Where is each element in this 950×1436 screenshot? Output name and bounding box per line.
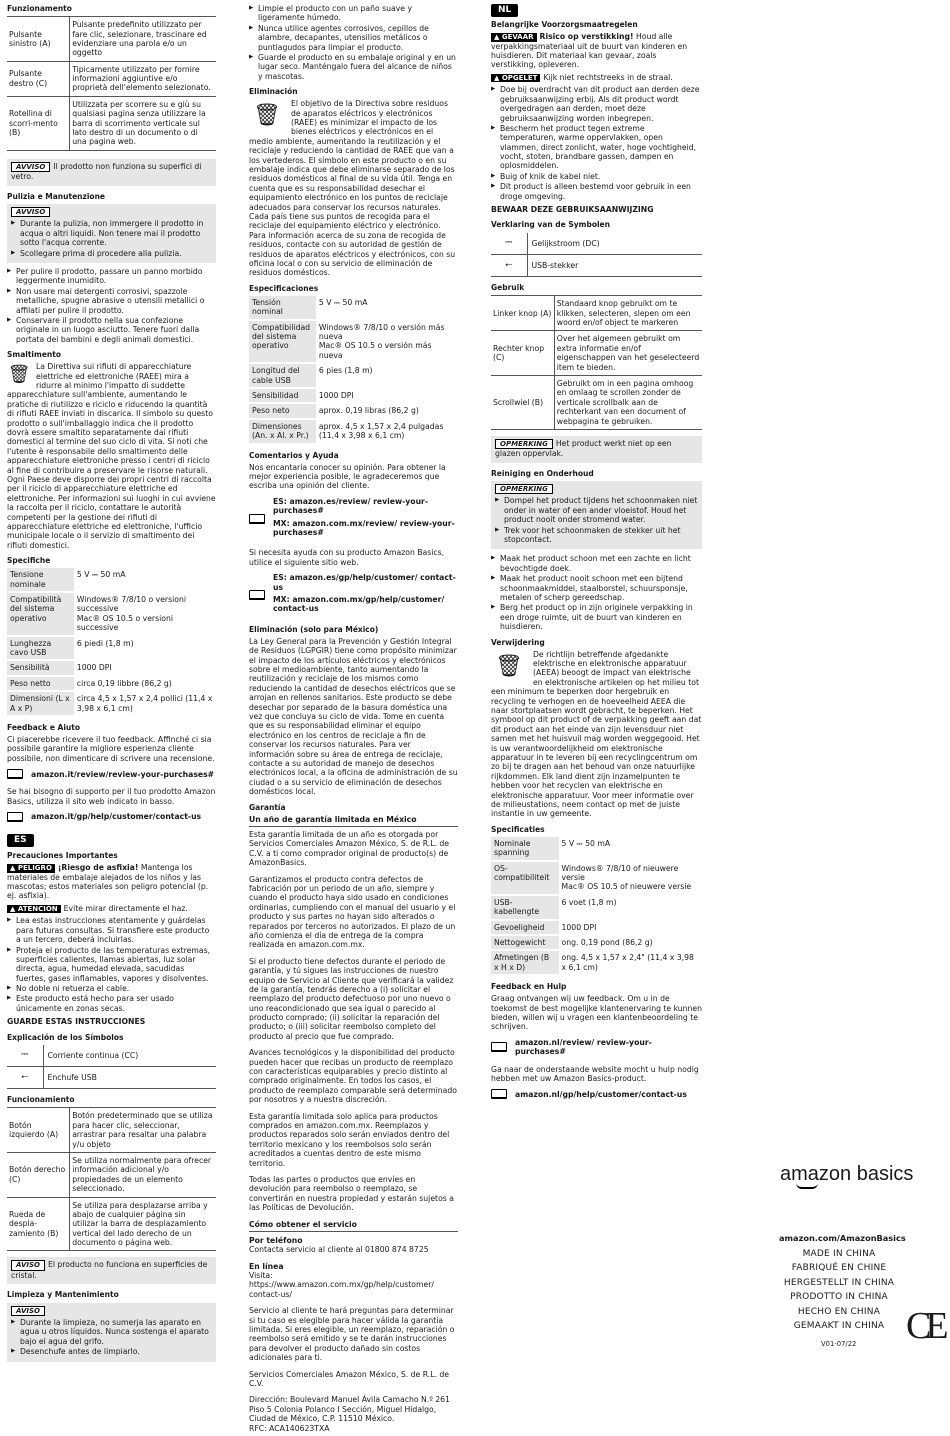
list-item: ▶ Durante la pulizia, non immergere il prodotto in acqua o altri liquidi. Non tenere mai il prodotto sotto l'acqua corrente.: [11, 219, 212, 247]
spec-key: USB-kabellengte: [491, 895, 559, 920]
section-title-voorzorg: Belangrijke Voorzorgsmaatregelen: [491, 19, 638, 29]
review-link[interactable]: [7, 769, 216, 779]
list-item: ▶ Conservare il prodotto nella sua confezione originale in un luogo asciutto. Tenere fuori dalla portata dei bambini e degli animali domestici.: [7, 316, 216, 344]
made-in-line: GEMAAKT IN CHINA: [793, 1321, 885, 1332]
laptop-icon: [249, 514, 265, 524]
limpieza-aviso-box: [7, 1303, 216, 1362]
laptop-icon: [491, 1089, 507, 1099]
opmerking-text: Het product werkt niet op een glazen oppervlak.: [495, 438, 672, 459]
garantia-p3: Si el producto tiene defectos durante el periodo de garantía, y tú sigues las instrucciones de nuestro equipo de Servicio al Cliente que verificará la validez de la garantía, tendrás derecho a (i) solicitar el reemplazo del producto defectuoso por uno nuevo o uno reacondicionado que sea igual o parecido al producto comprado; (ii) solicitar la reparación del producto; o (iii) solicitar reembolso completo del producto al precio que fue comprado.: [249, 956, 454, 1041]
spec-key: Sensibilidad: [249, 388, 316, 403]
section-title-simbolos: Explicación de los Símbolos: [7, 1032, 124, 1042]
spec-value: aprox. 0,19 libras (86,2 g): [316, 403, 458, 418]
spec-value: 6 piedi (1,8 m): [74, 636, 216, 661]
section-title-pulizia: Pulizia e Manutenzione: [7, 191, 106, 201]
list-item: ▶ No doble ni retuerza el cable.: [7, 984, 216, 993]
table-row: [249, 403, 458, 418]
especificaciones-table: [249, 296, 458, 445]
made-in-line: FABRIQUÉ EN CHINE: [791, 1263, 887, 1274]
spec-key: Dimensiones (An. x Al. x Pr.): [249, 419, 316, 444]
help-url-mx[interactable]: MX: amazon.com.mx/gp/help/customer/ contact-us: [273, 594, 445, 614]
help-text: Se hai bisogno di supporto per il tuo prodotto Amazon Basics, utilizza il sito web indicato in basso.: [7, 787, 216, 806]
eliminacion-text: 🗑 El objetivo de la Directiva sobre residuos de aparatos eléctricos y electrónicos (RAEE) es minimizar el impacto de los bienes eléctricos y electrónicos en el medio ambiente, aumentando la reutilización y el reciclaje y reduciendo la cantidad de RAEE que van a los vertederos. El símbolo en este producto o en su embalaje indica que debe eliminarse separado de los residuos domésticos al final de su vida útil. Tenga en cuenta que es su responsabilidad desechar el equipamiento electrónico en los puntos de reciclaje adecuados para conservar los recursos naturales. Cada país tiene sus puntos de recogida para el reciclaje del equipamiento eléctrico y electrónico. Para información acerca de su zona de recogida de residuos, contacte con su autoridad de gestión de residuos de aparatos eléctricos y electrónicos, con su oficina local o con su servicio de eliminación de residuos domésticos.: [249, 99, 456, 278]
avviso-text: Il prodotto non funziona su superfici di vetro.: [11, 161, 202, 182]
atencion-warning: ▲ ATENCIÓN Evite mirar directamente el haz.: [7, 904, 216, 914]
spec-value: 1000 DPI: [559, 920, 702, 935]
row-value: Se utiliza normalmente para ofrecer información adicional y/o propiedades de un elemento seleccionado.: [70, 1152, 216, 1197]
table-row: [249, 388, 458, 403]
list-item: ▶ Dompel het product tijdens het schoonmaken niet onder in water of een ander vloeistof. Houd het product nooit onder stromend water.: [495, 496, 698, 524]
review-url-es[interactable]: ES: amazon.es/review/ review-your-purchases#: [273, 496, 429, 516]
row-value: Standaard knop gebruikt om te klikken, selecteren, slepen om een woord en/of object te markeren: [554, 296, 702, 331]
list-item: ▶ Este producto está hecho para ser usado únicamente en zonas secas.: [7, 994, 216, 1013]
spec-key: Longitud del cable USB: [249, 363, 316, 388]
spec-key: OS-compatibiliteit: [491, 861, 559, 895]
list-item: ▶ Proteja el producto de las temperaturas extremas, superficies calientes, llamas abiertas, luz solar directa, agua, humedad elevada, sacudidas fuertes, gases inflamables, vapores y disolventes.: [7, 946, 216, 984]
help-url: amazon.it/gp/help/customer/contact-us: [31, 812, 202, 822]
row-key: Scrollwiel (B): [491, 375, 554, 429]
made-in-list: [774, 1247, 904, 1333]
section-title-feedback: Feedback e Aiuto: [7, 722, 80, 732]
section-title-gebruik: Gebruik: [491, 283, 525, 293]
section-title-limpieza: Limpieza y Mantenimiento: [7, 1290, 119, 1300]
spec-key: Nominale spanning: [491, 837, 559, 861]
funcionamiento-table: [7, 1107, 216, 1251]
avviso-label: AVVISO: [11, 162, 50, 173]
pulizia-avviso-list: [11, 219, 212, 258]
table-row: [7, 17, 216, 62]
dc-symbol-icon: ⎓: [7, 1045, 43, 1067]
spec-value: 1000 DPI: [74, 660, 216, 675]
made-in-line: HERGESTELLT IN CHINA: [783, 1277, 895, 1288]
table-row: [491, 861, 702, 895]
garantia-p6: Todas las partes o productos que envíes en devolución para reembolso o reemplazo, se convertirán en nuestra propiedad y estarán sujetos a las Políticas de Devolución.: [249, 1174, 454, 1213]
list-item: ▶ Dit product is alleen bestemd voor gebruik in een droge omgeving.: [491, 182, 702, 201]
made-in-line: MADE IN CHINA: [802, 1249, 876, 1259]
spec-value: 5 V ⎓ 50 mA: [559, 837, 702, 861]
table-row: [491, 331, 702, 376]
section-title-especificaciones: Especificaciones: [249, 283, 319, 293]
reiniging-opmerking-box: [491, 481, 702, 549]
opmerking-label: OPMERKING: [495, 484, 553, 495]
servicio-text: Servicio al cliente te hará preguntas para determinar si tu caso es elegible para hacer válida la garantía limitada. Si eres elegible, un reemplazo, reparación o reembolso será emitido y se te darán instrucciones para devolver el producto dañado sin costos adicionales para ti.: [249, 1306, 455, 1363]
review-links[interactable]: [249, 497, 458, 541]
table-row: [7, 1045, 216, 1067]
spec-key: Compatibilità del sistema operativo: [7, 592, 74, 636]
spec-key: Afmetingen (B x H x D): [491, 950, 559, 975]
limpieza-aviso-list: [11, 1318, 212, 1357]
weee-bin-icon: 🗑: [7, 364, 31, 386]
address-text: Dirección: Boulevard Manuel Ávila Camacho N.º 261 Piso 5 Colonia Polanco I Sección, Miguel Hidalgo, Ciudad de México, C.P. 11510 México.: [249, 1395, 450, 1424]
review-url: amazon.nl/review/ review-your-purchases#: [515, 1037, 652, 1057]
spec-value: 6 pies (1,8 m): [316, 363, 458, 388]
list-item: ▶ Lea estas instrucciones atentamente y guárdelas para futuras consultas. Si transfiere este producto a un tercero, deberá incluirlas.: [7, 916, 216, 944]
row-value: Botón predeterminado que se utiliza para hacer clic, seleccionar, arrastrar para resaltar una palabra y/u objeto: [70, 1108, 216, 1153]
list-item: ▶ Buig of knik de kabel niet.: [491, 172, 702, 181]
voorzorg-list: [491, 85, 702, 201]
linea-text: Visita: https://www.amazon.com.mx/gp/help/customer/ contact-us/: [249, 1271, 434, 1299]
garantia-subtitle: Un año de garantía limitada en México: [249, 815, 458, 827]
usb-symbol-icon: ⭠: [491, 255, 527, 277]
brand-url: amazon.com/AmazonBasics: [779, 1233, 906, 1243]
list-item: ▶ Doe bij overdracht van dit product aan derden deze gebruiksaanwijzing erbij. Als dit product wordt overgedragen aan derden, moet deze gebruiksaanwijzing worden inbegrepen.: [491, 85, 702, 123]
table-row: [7, 1067, 216, 1089]
table-row: [491, 375, 702, 429]
column-spanish: [249, 4, 458, 1436]
row-value: Gebruikt om in een pagina omhoog en omlaag te scrollen zonder de verticale scrollbalk aan de rechterkant van een document of webpagina te gebruiken.: [554, 375, 702, 429]
aviso-label: AVISO: [11, 1306, 45, 1317]
verwijdering-text: 🗑 De richtlijn betreffende afgedankte elektrische en elektronische apparatuur (AEEA) beoogt de impact van elektrische en elektronische artikelen op het milieu tot een minimum te beperken door hergebruik en recycling te verhogen en de hoeveelheid AEEA die naar stortplaatsen wordt gebracht, te beperken. Het symbool op dit product of de verpakking geeft aan dat dit product aan het einde van zijn levensduur niet samen met het huisvuil mag worden weggegooid. Het is uw verantwoordelijkheid om elektronische apparatuur in te leveren bij een recyclingcentrum om zo bij te dragen aan het behoud van onze natuurlijke rijkdommen. Elk land dient zijn inzamelpunten te hebben voor het recyclen van elektrische en elektronische apparatuur. Voor meer informatie over de milieustations, neem contact op met de juiste instantie in uw gemeente.: [491, 649, 702, 819]
table-row: [491, 950, 702, 975]
row-key: Linker knop (A): [491, 296, 554, 331]
spec-value: 6 voet (1,8 m): [559, 895, 702, 920]
table-row: [7, 568, 216, 592]
pulizia-avviso-box: [7, 204, 216, 263]
section-title-feedback-nl: Feedback en Hulp: [491, 982, 567, 992]
funzionamento-table: [7, 16, 216, 151]
section-title-reiniging: Reiniging en Onderhoud: [491, 468, 594, 478]
opmerking-label: OPMERKING: [495, 439, 553, 450]
row-key: Pulsante destro (C): [7, 61, 70, 96]
feedback-text: Graag ontvangen wij uw feedback. Om u in de toekomst de best mogelijke klantenervaring te kunnen bieden, willen wij u vragen een klantenbeoordeling te schrijven.: [491, 994, 703, 1032]
reiniging-list: [491, 554, 702, 631]
list-item: ▶ Guarde el producto en su embalaje original y en un lugar seco. Manténgalo fuera del alcance de niños y mascotas.: [249, 53, 458, 81]
aviso-text: El producto no funciona en superficies de cristal.: [11, 1260, 208, 1281]
spec-key: Dimensioni (L x A x P): [7, 691, 74, 716]
spec-value: ong. 4,5 x 1,57 x 2,4" (11,4 x 3,98 x 6,1 cm): [559, 950, 702, 975]
servicio-title: Cómo obtener el servicio: [249, 1220, 458, 1232]
help-url: amazon.nl/gp/help/customer/contact-us: [515, 1089, 687, 1099]
aviso-label: AVISO: [11, 1260, 45, 1271]
help-text: Ga naar de onderstaande website mocht u hulp nodig hebben met uw Amazon Basics-product.: [491, 1064, 699, 1084]
limpieza-list: [249, 4, 458, 81]
amazon-basics-logo: amazon basics: [780, 1162, 913, 1189]
table-row: [491, 233, 702, 255]
simbolos-table: [7, 1045, 216, 1090]
avviso-note: [7, 159, 216, 186]
help-link[interactable]: [7, 812, 216, 822]
spec-value: 1000 DPI: [316, 388, 458, 403]
table-row: [7, 1108, 216, 1153]
bewaar-instructies: BEWAAR DEZE GEBRUIKSAANWIJZING: [491, 205, 654, 215]
spec-value: Windows® 7/8/10 o versioni successive Mac® OS 10.5 o versioni successive: [74, 592, 216, 636]
row-value: Se utiliza para desplazarse arriba y abajo de cualquier página sin utilizar la barra de desplazamiento vertical del lado derecho de un documento o página web.: [70, 1197, 216, 1251]
pulizia-list: [7, 267, 216, 344]
version-code: V01-07/22: [821, 1340, 857, 1348]
table-row: [249, 320, 458, 364]
list-item: ▶ Trek voor het schoonmaken de stekker uit het stopcontact.: [495, 526, 698, 545]
table-row: [7, 691, 216, 716]
list-item: ▶ Limpie el producto con un paño suave y ligeramente húmedo.: [249, 4, 458, 23]
row-key: Botón izquierdo (A): [7, 1108, 70, 1153]
spec-key: Tensión nominal: [249, 296, 316, 320]
opmerking-note: [491, 436, 702, 463]
spec-key: Peso neto: [249, 403, 316, 418]
row-key: Botón derecho (C): [7, 1152, 70, 1197]
list-item: ▶ Desenchufe antes de limpiarlo.: [11, 1347, 212, 1356]
section-title-verwijdering: Verwijdering: [491, 637, 545, 647]
spec-value: Windows® 7/8/10 o versión más nueva Mac® OS 10.5 o versión más nueva: [316, 320, 458, 364]
list-item: ▶ Maak het product nooit schoon met een bijtend schoonmaakmiddel, staalborstel, schuursponsje, metalen of scherp gereedschap.: [491, 574, 702, 602]
gevaar-label: ▲ GEVAAR: [491, 33, 537, 42]
review-url: amazon.it/review/review-your-purchases#: [31, 769, 215, 779]
spec-key: Lunghezza cavo USB: [7, 636, 74, 661]
table-row: [7, 1197, 216, 1251]
list-item: ▶ Bescherm het product tegen extreme temperaturen, warme oppervlakken, open vlammen, direct zonlicht, water, hoge vochtigheid, vocht, stoten, brandbare gassen, dampen en oplosmiddelen.: [491, 124, 702, 171]
symbol-desc: Gelijkstroom (DC): [527, 233, 702, 255]
section-title-comentarios: Comentarios y Ayuda: [249, 450, 339, 460]
list-item: ▶ Berg het product op in zijn originele verpakking in een droge ruimte, uit de buurt van kinderen en huisdieren.: [491, 603, 702, 631]
row-key: Rotellina di scorri-mento (B): [7, 96, 70, 150]
help-link[interactable]: [491, 1089, 702, 1099]
made-in-line: PRODOTTO IN CHINA: [790, 1292, 888, 1303]
comentarios-text: Nos encantaría conocer su opinión. Para obtener la mejor experiencia posible, le agradeceremos que escriba una opinión del cliente.: [249, 462, 446, 491]
list-item: ▶ Maak het product schoon met een zachte en licht bevochtigde doek.: [491, 554, 702, 573]
list-item: ▶ Scollegare prima di procedere alla pulizia.: [11, 249, 212, 258]
garantia-p1: Esta garantía limitada de un año es otorgada por Servicios Comerciales Amazon México, S. de R.L. de C.V. a ti como comprador original de producto(s) de AmazonBasics.: [249, 830, 449, 868]
help-links[interactable]: [249, 573, 458, 617]
weee-bin-icon: 🗑: [253, 103, 281, 129]
garantia-p2: Garantizamos el producto contra defectos de fabricación por un periodo de un año, siempre y cuando el producto haya sido usado en condiciones ordinarias, cumpliendo con el manual del usuario y el producto y sus partes no hayan sido alterados o reparados por terceros no autorizados. El plazo de un año comienza el día de entrega de la compra realizada en amazon.com.mx.: [249, 874, 456, 950]
spec-value: circa 0,19 libbre (86,2 g): [74, 676, 216, 691]
column-italian: [7, 4, 216, 1362]
table-row: [7, 96, 216, 150]
aviso-note: [7, 1257, 216, 1284]
opgelet-warning: ▲ OPGELET Kijk niet rechtstreeks in de straal.: [491, 73, 702, 83]
language-badge-nl: NL: [491, 4, 518, 17]
laptop-icon: [491, 1042, 507, 1052]
table-row: [249, 296, 458, 320]
table-row: [491, 255, 702, 277]
smaltimento-text: 🗑 La Direttiva sui rifiuti di apparecchiature elettriche ed elettroniche (RAEE) mira a ridurre al minimo l'impatto di suddette apparecchiature sull'ambiente, aumentando le pratiche di riutilizzo e riciclo e riducendo la quantità di rifiuti RAEE inviati in discarica. Il simbolo su questo prodotto o sull'imballaggio indica che il prodotto dovrà essere smaltito separatamente dai rifiuti domestici al termine del suo ciclo di vita. Si noti che l'utente è responsabile dello smaltimento delle apparecchiature elettroniche presso i centri di riciclo al fine di contribuire a preservare le risorse naturali. Ogni Paese deve disporre dei propri centri di raccolta per il riciclo di apparecchiature elettriche ed elettroniche. Per informazioni sui luoghi in cui avviene la raccolta per il riciclo, contattare le autorità competenti per la gestione dei rifiuti di apparecchiature elettriche ed elettroniche, l'ufficio municipale locale o il servizio di smaltimento dei rifiuti domestici.: [7, 362, 216, 550]
gevaar-warning: ▲ GEVAAR Risico op verstikking! Houd alle verpakkingsmateriaal uit de buurt van kinderen en huisdieren. Dit materiaal kan gevaar, zoals verstikking, opleveren.: [491, 32, 688, 70]
row-key: Pulsante sinistro (A): [7, 17, 70, 62]
table-row: [7, 676, 216, 691]
avviso-label: AVVISO: [11, 207, 50, 218]
spec-key: Peso netto: [7, 676, 74, 691]
table-row: [7, 636, 216, 661]
help-text: Si necesita ayuda con su producto Amazon Basics, utilice el siguiente sitio web.: [249, 548, 445, 567]
table-row: [491, 837, 702, 861]
guarde-instrucciones: GUARDE ESTAS INSTRUCCIONES: [7, 1017, 146, 1027]
section-title-funzionamento: Funzionamento: [7, 4, 72, 13]
table-row: [7, 61, 216, 96]
section-title-specificaties: Specificaties: [491, 824, 545, 834]
ce-mark-icon: CE: [906, 1305, 943, 1347]
opgelet-label: ▲ OPGELET: [491, 74, 540, 83]
table-row: [491, 920, 702, 935]
atencion-label: ▲ ATENCIÓN: [7, 905, 61, 914]
garantia-p5: Esta garantía limitada solo aplica para productos comprados en amazon.com.mx. Reemplazos y productos reparados solo serán enviados dentro del territorio mexicano y los reembolsos solo serán acreditados a cuentas dentro de este mismo territorio.: [249, 1111, 450, 1168]
language-badge-es: ES: [7, 834, 34, 847]
row-value: Utilizzata per scorrere su e giù su qualsiasi pagina senza utilizzare la barra di scorrimento verticale sul lato destro di un documento o di una pagina web.: [70, 96, 216, 150]
peligro-warning: ▲ PELIGRO ¡Riesgo de asfixia! Mantenga los materiales de embalaje alejados de los niños y las mascotas; estos materiales son peligro potencial (p. ej. asfixia).: [7, 863, 209, 901]
spec-value: 5 V ⎓ 50 mA: [316, 296, 458, 320]
review-url-mx[interactable]: MX: amazon.com.mx/review/ review-your-purchases#: [273, 518, 455, 537]
laptop-icon: [7, 812, 23, 822]
spec-key: Nettogewicht: [491, 935, 559, 950]
section-title-garantia: Garantía: [249, 802, 286, 812]
spec-value: aprox. 4,5 x 1,57 x 2,4 pulgadas (11,4 x 3,98 x 6,1 cm): [316, 419, 458, 444]
table-row: [7, 660, 216, 675]
linea-title: En línea: [249, 1261, 284, 1271]
specificaties-table: [491, 837, 702, 976]
list-item: ▶ Non usare mai detergenti corrosivi, spazzole metalliche, spugne abrasive o utensili metallici o affilati per pulire il prodotto.: [7, 287, 216, 315]
row-key: Rueda de despla-zamiento (B): [7, 1197, 70, 1251]
list-item: ▶ Durante la limpieza, no sumerja las aparato en agua u otros líquidos. Nunca sostenga el aparato bajo el agua del grifo.: [11, 1318, 212, 1346]
section-title-specifiche: Specifiche: [7, 556, 51, 566]
help-url-es[interactable]: ES: amazon.es/gp/help/customer/ contact-us: [273, 573, 456, 592]
section-title-symbolen: Verklaring van de Symbolen: [491, 220, 610, 230]
precauciones-list: [7, 916, 216, 1013]
column-brand: [720, 0, 946, 1353]
table-row: [491, 895, 702, 920]
weee-bin-icon: 🗑: [495, 653, 523, 679]
table-row: [249, 419, 458, 444]
list-item: ▶ Nunca utilice agentes corrosivos, cepillos de alambre, decapantes, utensilios metálicos o puntiagudos para limpiar el producto.: [249, 24, 458, 52]
symbol-desc: Corriente continua (CC): [43, 1045, 216, 1067]
laptop-icon: [249, 590, 265, 600]
gebruik-table: [491, 295, 702, 430]
rfc-text: RFC: ACA140623TXA: [249, 1423, 330, 1433]
section-title-smaltimento: Smaltimento: [7, 350, 61, 360]
column-dutch: [491, 4, 702, 1107]
spec-key: Gevoeligheid: [491, 920, 559, 935]
row-value: Pulsante predefinito utilizzato per fare clic, selezionare, trascinare ed evidenziare una parola e/o un oggetto: [70, 17, 216, 62]
symbol-desc: Enchufe USB: [43, 1067, 216, 1089]
specifiche-table: [7, 568, 216, 717]
spec-value: circa 4,5 x 1,57 x 2,4 pollici (11,4 x 3,98 x 6,1 cm): [74, 691, 216, 716]
garantia-p4: Avances tecnológicos y la disponibilidad del producto pueden hacer que recibas un producto de reemplazo con características equiparables y precio distinto al comprado originalmente. En todos los casos, el producto de reemplazo comparable será determinado por nosotros y a nuestra discreción.: [249, 1048, 457, 1105]
section-title-funcionamiento: Funcionamiento: [7, 1095, 75, 1105]
symbolen-table: [491, 233, 702, 278]
table-row: [7, 592, 216, 636]
eliminacion-mx-text: La Ley General para la Prevención y Gestión Integral de Residuos (LGPGIR) tiene como propósito minimizar el impacto de los artículos eléctricos y electrónicos sobre el medioambiente, tanto aumentando la reutilización y reciclaje de los mismos como reduciendo la cantidad de desechos eléctricos que se arrojan en rellenos sanitarios. Este producto se debe desechar por separado de la basura doméstica una vez que concluya su ciclo de vida. Tome en cuenta que es su responsabilidad eliminar el equipo electrónico en los centros de reciclaje a fin de conservar los recursos naturales. Para ver información sobre su área de entrega de reciclaje, contacte a su autoridad de manejo de desechos electrónicos local, a la oficina de administración de su ciudad o a su servicio de eliminación de desechos domésticos local.: [249, 636, 458, 797]
row-value: Over het algemeen gebruikt om extra informatie en/of eigenschappen van het geselecteerd item te bieden.: [554, 331, 702, 376]
table-row: [491, 935, 702, 950]
dc-symbol-icon: ⎓: [491, 233, 527, 255]
review-link[interactable]: [491, 1038, 702, 1057]
row-value: Tipicamente utilizzato per fornire informazioni aggiuntive e/o proprietà dell'elemento selezionato.: [70, 61, 216, 96]
spec-value: 5 V ⎓ 50 mA: [74, 568, 216, 592]
spec-key: Sensibilità: [7, 660, 74, 675]
section-title-precauciones: Precauciones Importantes: [7, 850, 118, 860]
usb-symbol-icon: ⭠: [7, 1067, 43, 1089]
table-row: [249, 363, 458, 388]
telefono-text: Contacta servicio al cliente al 01800 874 8725: [249, 1245, 429, 1255]
row-key: Rechter knop (C): [491, 331, 554, 376]
section-title-eliminacion-mx: Eliminación (solo para México): [249, 624, 379, 634]
peligro-label: ▲ PELIGRO: [7, 864, 55, 873]
table-row: [491, 296, 702, 331]
telefono-title: Por teléfono: [249, 1235, 303, 1245]
spec-key: Compatibilidad del sistema operativo: [249, 320, 316, 364]
spec-value: Windows® 7/8/10 of nieuwere versie Mac® OS 10.5 of nieuwere versie: [559, 861, 702, 895]
made-in-line: HECHO EN CHINA: [797, 1306, 881, 1317]
laptop-icon: [7, 769, 23, 779]
feedback-text: Ci piacerebbe ricevere il tuo feedback. Affinché ci sia possibile garantire la migliore esperienza cliente possibile, non dimenticare di scrivere una recensione.: [7, 735, 215, 763]
spec-key: Tensione nominale: [7, 568, 74, 592]
section-title-eliminacion: Eliminación: [249, 87, 298, 97]
spec-value: ong. 0,19 pond (86,2 g): [559, 935, 702, 950]
list-item: ▶ Per pulire il prodotto, passare un panno morbido leggermente inumidito.: [7, 267, 216, 286]
table-row: [7, 1152, 216, 1197]
symbol-desc: USB-stekker: [527, 255, 702, 277]
servicio-company: Servicios Comerciales Amazon México, S. de R.L. de C.V.: [249, 1369, 449, 1388]
reiniging-opmerking-list: [495, 496, 698, 544]
